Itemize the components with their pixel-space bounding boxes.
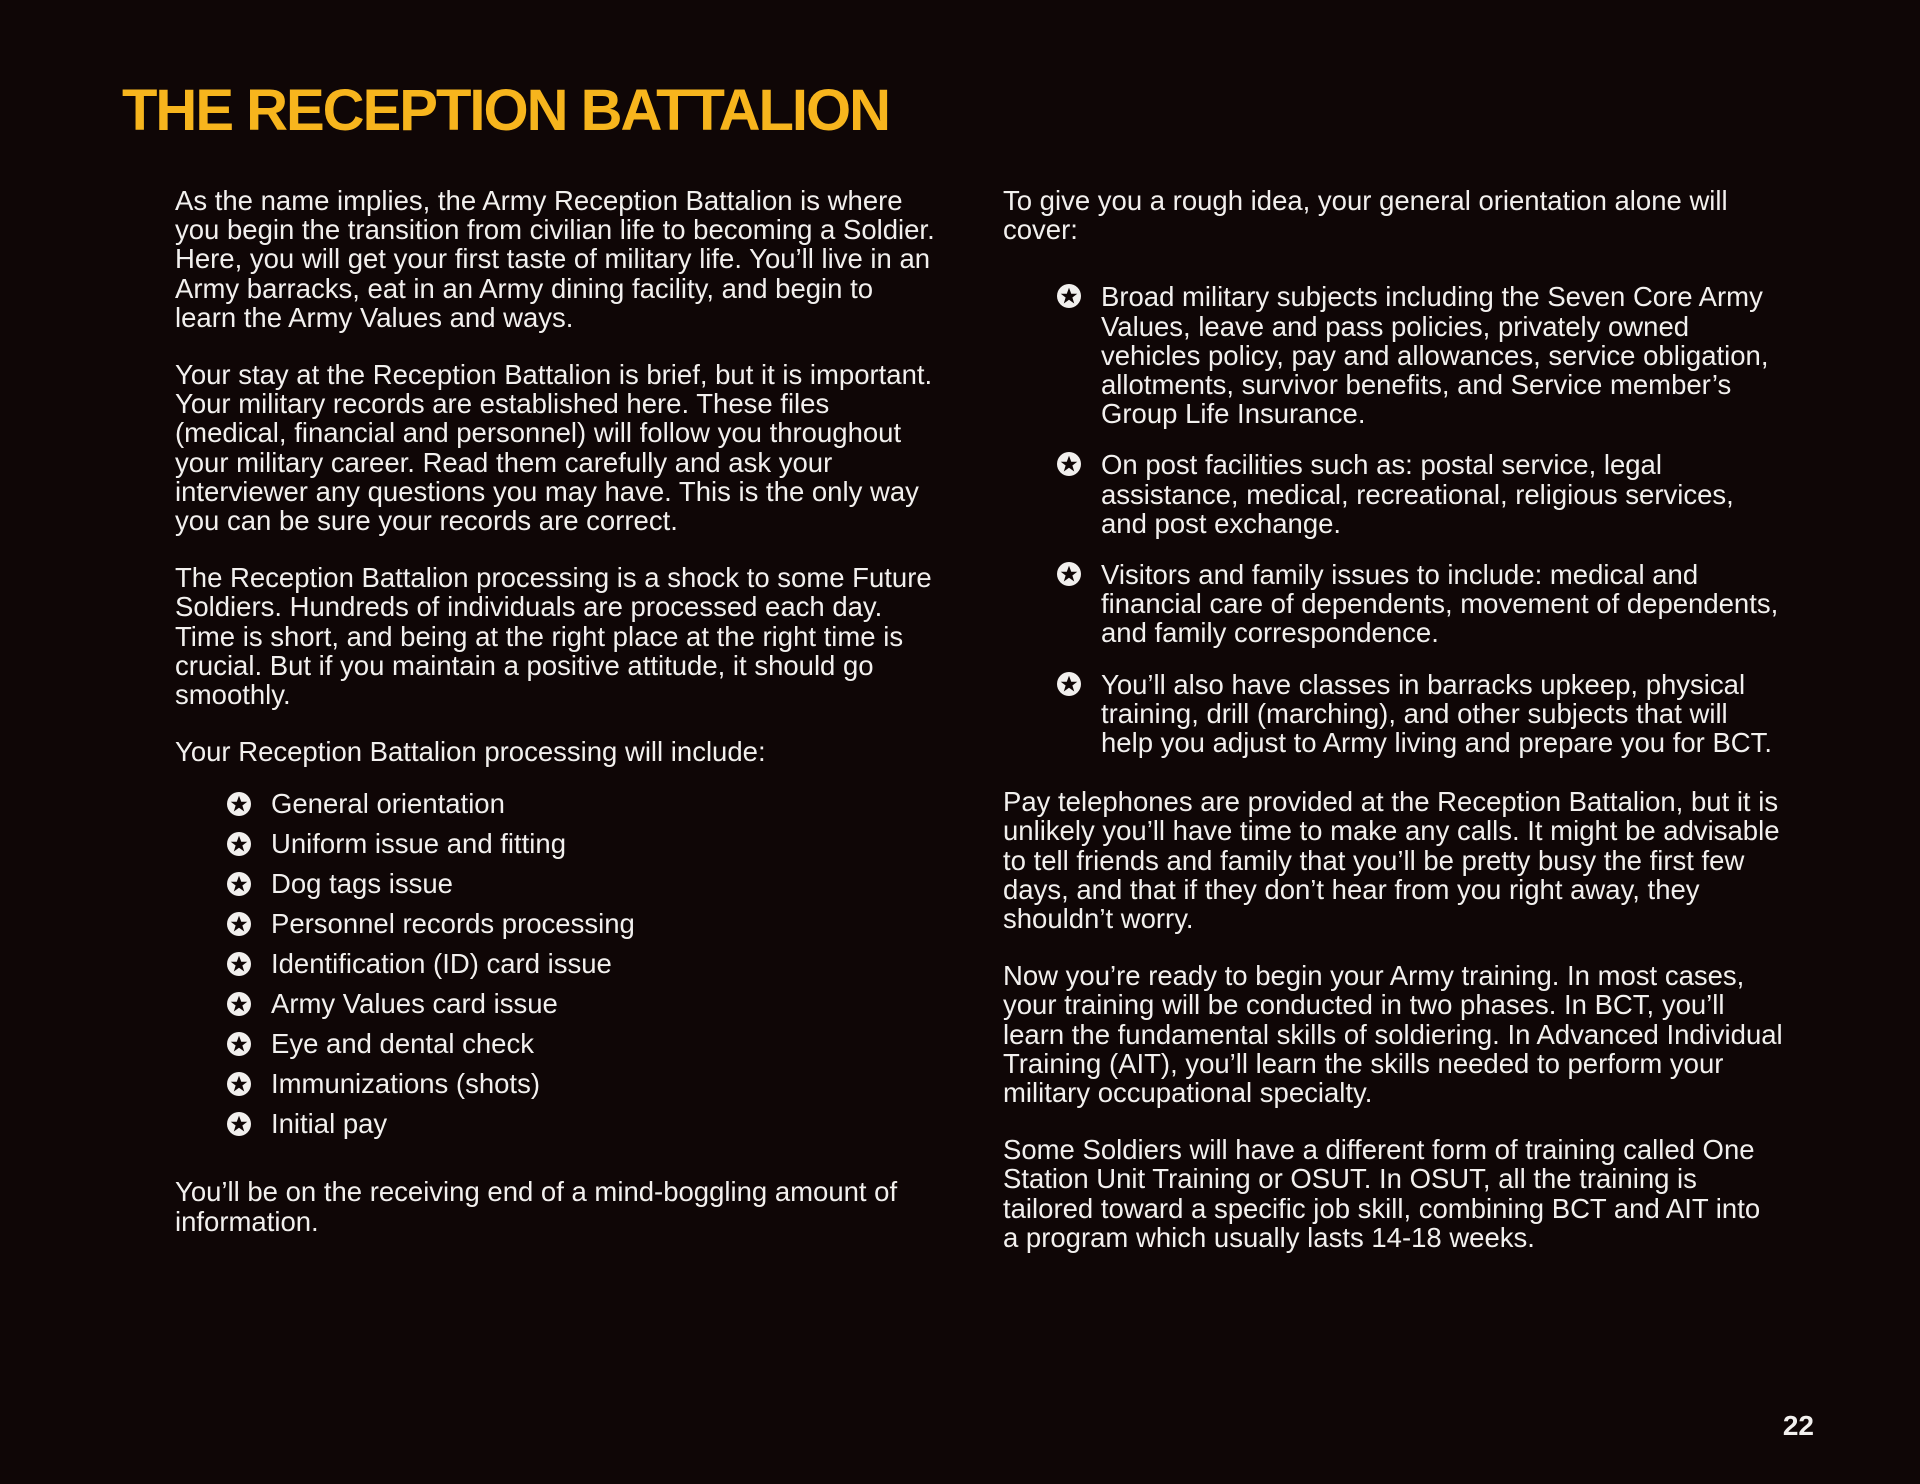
star-circle-icon bbox=[227, 1032, 251, 1056]
list-item-label: Uniform issue and fitting bbox=[271, 828, 566, 860]
star-circle-icon bbox=[227, 832, 251, 856]
list-item-label: On post facilities such as: postal service, legal assistance, medical, recreational, religious services, and post exchange. bbox=[1101, 449, 1734, 539]
osut-paragraph: Some Soldiers will have a different form of training called One Station Unit Training or OSUT. In OSUT, all the training is tailored toward a specific job skill, combining BCT and AIT into a program which usually lasts 14-18 weeks. bbox=[1003, 1134, 1761, 1253]
right-column bbox=[1003, 186, 1783, 1280]
records-paragraph: Your stay at the Reception Battalion is brief, but it is important. Your military records are established here. These files (medical, financial and personnel) will follow you throughout your military career. Read them carefully and ask your interviewer any questions you may have. This is the only way you can be sure your records are correct. bbox=[175, 359, 933, 537]
processing-shock-paragraph: The Reception Battalion processing is a shock to some Future Soldiers. Hundreds of individuals are processed each day. Time is short, and being at the right place at the right time is crucial. But if you maintain a positive attitude, it should go smoothly. bbox=[175, 562, 932, 711]
star-circle-icon bbox=[1057, 672, 1081, 696]
star-circle-icon bbox=[227, 952, 251, 976]
list-item bbox=[227, 1064, 935, 1104]
list-item-label: General orientation bbox=[271, 788, 505, 820]
star-circle-icon bbox=[227, 1072, 251, 1096]
star-circle-icon bbox=[227, 992, 251, 1016]
list-item-label: Dog tags issue bbox=[271, 868, 453, 900]
star-circle-icon bbox=[227, 792, 251, 816]
list-item bbox=[227, 904, 935, 944]
processing-lead-paragraph: Your Reception Battalion processing will include: bbox=[175, 736, 766, 768]
list-item bbox=[227, 944, 935, 984]
list-item-label: You’ll also have classes in barracks upkeep, physical training, drill (marching), and other subjects that will help you adjust to Army living and prepare you for BCT. bbox=[1101, 668, 1773, 759]
list-item-label: Visitors and family issues to include: medical and financial care of dependents, movement of dependents, and family correspondence. bbox=[1101, 559, 1779, 649]
star-circle-icon bbox=[227, 1112, 251, 1136]
list-item bbox=[227, 784, 935, 824]
list-item-label: Army Values card issue bbox=[271, 988, 558, 1020]
star-circle-icon bbox=[227, 912, 251, 936]
list-item bbox=[227, 864, 935, 904]
list-item bbox=[227, 1104, 935, 1144]
list-item bbox=[227, 1024, 935, 1064]
orientation-intro-paragraph: To give you a rough idea, your general orientation alone will cover: bbox=[1003, 185, 1728, 246]
telephones-paragraph: Pay telephones are provided at the Reception Battalion, but it is unlikely you’ll have time to make any calls. It might be advisable to tell friends and family that you’ll be pretty busy the first few days, and that if they don’t hear from you right away, they shouldn’t worry. bbox=[1003, 786, 1780, 935]
list-item-label: Identification (ID) card issue bbox=[271, 948, 612, 980]
star-circle-icon bbox=[1057, 562, 1081, 586]
intro-paragraph: As the name implies, the Army Reception Battalion is where you begin the transition from civilian life to becoming a Soldier. Here, you will get your first taste of military life. You’ll live in an Army barracks, eat in an Army dining facility, and begin to learn the Army Values and ways. bbox=[175, 185, 935, 333]
orientation-list bbox=[1003, 282, 1783, 757]
list-item bbox=[1057, 670, 1783, 758]
star-circle-icon bbox=[1057, 284, 1081, 308]
star-circle-icon bbox=[1057, 452, 1081, 476]
list-item-label: Eye and dental check bbox=[271, 1028, 534, 1060]
training-phases-paragraph: Now you’re ready to begin your Army training. In most cases, your training will be conducted in two phases. In BCT, you’ll learn the fundamental skills of soldiering. In Advanced Individual Training (AIT), you’ll learn the skills needed to perform your military occupational specialty. bbox=[1003, 960, 1783, 1109]
page-title: THE RECEPTION BATTALION bbox=[122, 78, 890, 143]
star-circle-icon bbox=[227, 872, 251, 896]
list-item-label: Broad military subjects including the Seven Core Army Values, leave and pass policies, privately owned vehicles policy, pay and allowances, service obligation, allotments, survivor benefits, and Service member’s Group Life Insurance. bbox=[1101, 281, 1769, 430]
list-item-label: Personnel records processing bbox=[271, 908, 635, 940]
list-item bbox=[227, 824, 935, 864]
list-item bbox=[1057, 560, 1783, 648]
information-paragraph: You’ll be on the receiving end of a mind-boggling amount of information. bbox=[175, 1176, 898, 1237]
page-number: 22 bbox=[1782, 1410, 1814, 1441]
list-item bbox=[1057, 450, 1783, 538]
left-column bbox=[175, 186, 935, 1264]
list-item-label: Immunizations (shots) bbox=[271, 1068, 540, 1100]
list-item-label: Initial pay bbox=[271, 1108, 388, 1140]
list-item bbox=[227, 984, 935, 1024]
processing-list bbox=[175, 784, 935, 1144]
list-item bbox=[1057, 282, 1783, 428]
